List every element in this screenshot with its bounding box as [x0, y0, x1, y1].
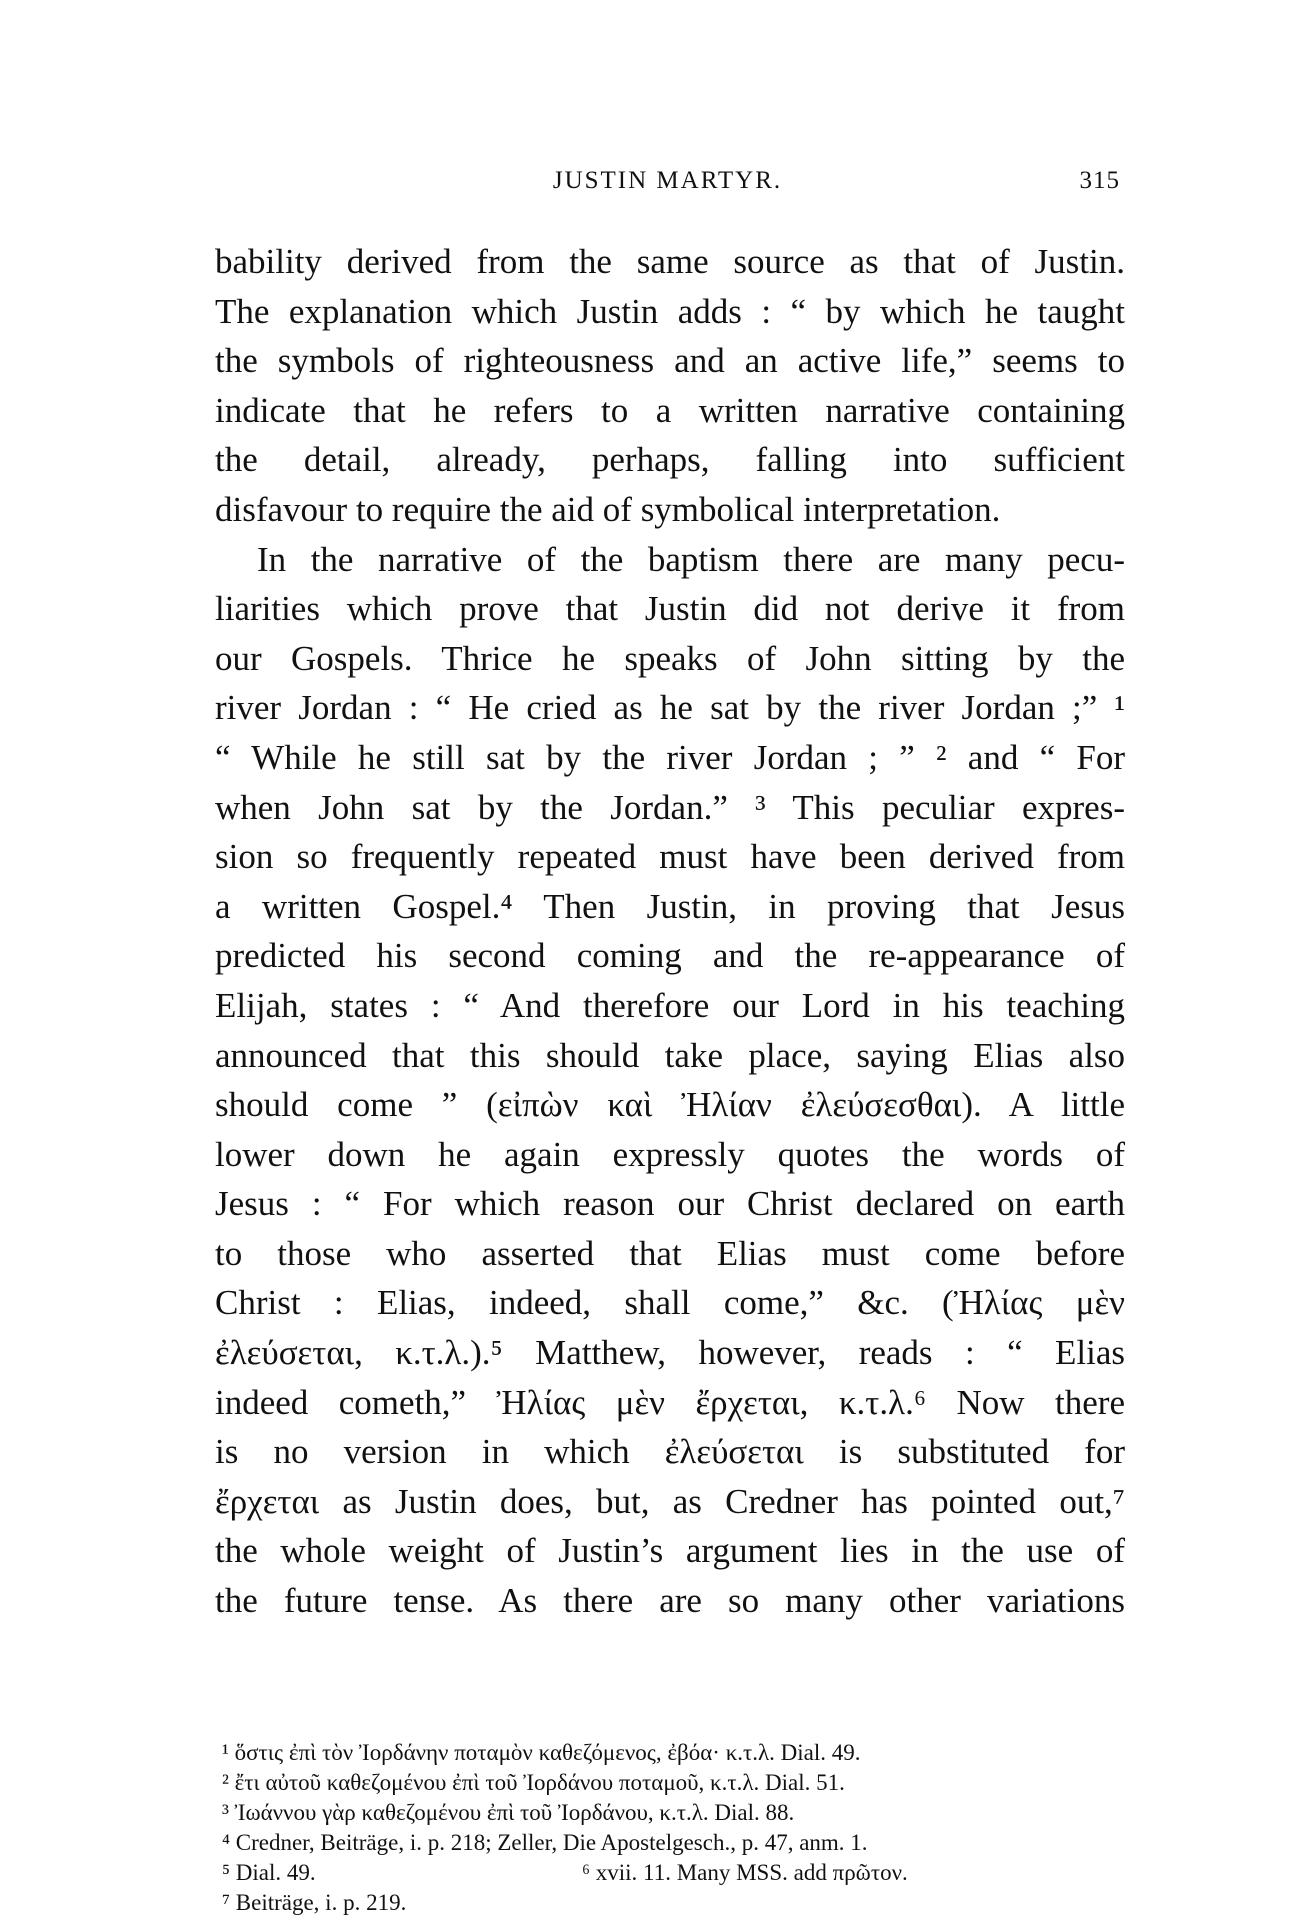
- text-line: the whole weight of Justin’s argument lies in the use of: [215, 1531, 1125, 1571]
- text-line: ἔρχεται as Justin does, but, as Credner has pointed out,⁷: [215, 1481, 1125, 1521]
- text-line: a written Gospel.⁴ Then Justin, in proving that Jesus: [215, 886, 1125, 926]
- footnote-4: ⁴ Credner, Beiträge, i. p. 218; Zeller, Die Apostelgesch., p. 47, anm. 1.: [222, 1830, 868, 1855]
- text-line: the symbols of righteousness and an active life,” seems to: [215, 341, 1125, 381]
- body-text: [215, 237, 1125, 1626]
- page-number: 315: [1079, 167, 1120, 194]
- text-line: Christ : Elias, indeed, shall come,” &c. (Ἠλίας μὲν: [215, 1283, 1125, 1323]
- running-title: JUSTIN MARTYR.: [552, 167, 783, 194]
- text-line: The explanation which Justin adds : “ by which he taught: [215, 291, 1125, 331]
- footnote-1: ¹ ὅστις ἐπὶ τὸν Ἰορδάνην ποταμὸν καθεζόμενος, ἐβόα· κ.τ.λ. Dial. 49.: [222, 1740, 861, 1765]
- footnote-3: ³ Ἰωάννου γὰρ καθεζομένου ἐπὶ τοῦ Ἰορδάνου, κ.τ.λ. Dial. 88.: [222, 1800, 795, 1825]
- text-line: river Jordan : “ He cried as he sat by the river Jordan ;” ¹: [215, 688, 1125, 728]
- text-line: the future tense. As there are so many other variations: [215, 1581, 1125, 1621]
- text-line: to those who asserted that Elias must come before: [215, 1233, 1125, 1273]
- text-line: indeed cometh,” Ἠλίας μὲν ἔρχεται, κ.τ.λ.⁶ Now there: [215, 1382, 1125, 1422]
- footnote-row-5-6: [222, 1858, 1122, 1888]
- text-line: liarities which prove that Justin did not derive it from: [215, 589, 1125, 629]
- text-line: when John sat by the Jordan.” ³ This peculiar expres-: [215, 787, 1125, 827]
- footnote-6: ⁶ xvii. 11. Many MSS. add πρῶτον.: [582, 1860, 908, 1885]
- text-line: is no version in which ἐλεύσεται is substituted for: [215, 1432, 1125, 1472]
- text-line: sion so frequently repeated must have been derived from: [215, 837, 1125, 877]
- text-line: announced that this should take place, saying Elias also: [215, 1035, 1125, 1075]
- text-line: should come ” (εἰπὼν καὶ Ἠλίαν ἐλεύσεσθαι). A little: [215, 1085, 1125, 1125]
- footnote-2: ² ἔτι αὐτοῦ καθεζομένου ἐπὶ τοῦ Ἰορδάνου ποταμοῦ, κ.τ.λ. Dial. 51.: [222, 1770, 845, 1795]
- text-line: ἐλεύσεται, κ.τ.λ.).⁵ Matthew, however, reads : “ Elias: [215, 1333, 1125, 1373]
- text-line: indicate that he refers to a written narrative containing: [215, 390, 1125, 430]
- text-line: predicted his second coming and the re-appearance of: [215, 936, 1125, 976]
- text-line: bability derived from the same source as that of Justin.: [215, 242, 1125, 281]
- text-line: disfavour to require the aid of symbolical interpretation.: [215, 489, 1001, 529]
- paragraph-start-line: In the narrative of the baptism there are many pecu-: [257, 539, 1125, 579]
- text-line: the detail, already, perhaps, falling into sufficient: [215, 440, 1125, 480]
- text-line: Jesus : “ For which reason our Christ declared on earth: [215, 1184, 1125, 1224]
- text-line: “ While he still sat by the river Jordan ; ” ² and “ For: [215, 737, 1125, 777]
- footnote-7: ⁷ Beiträge, i. p. 219.: [222, 1890, 407, 1915]
- footnotes: [222, 1738, 1122, 1918]
- footnote-5: ⁵ Dial. 49.: [222, 1860, 316, 1885]
- text-line: Elijah, states : “ And therefore our Lord in his teaching: [215, 985, 1125, 1025]
- text-line: our Gospels. Thrice he speaks of John sitting by the: [215, 638, 1125, 678]
- running-head: [215, 165, 1120, 205]
- text-line: lower down he again expressly quotes the words of: [215, 1134, 1125, 1174]
